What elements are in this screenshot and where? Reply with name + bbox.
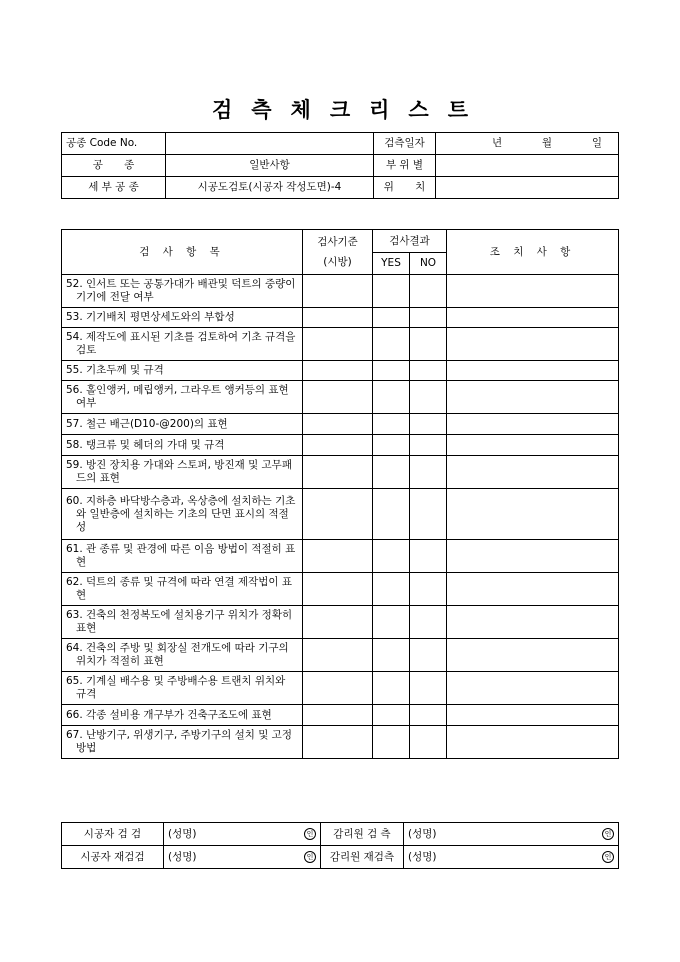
- standard-cell[interactable]: [303, 639, 373, 672]
- standard-cell[interactable]: [303, 414, 373, 435]
- no-cell[interactable]: [410, 361, 447, 381]
- standard-cell[interactable]: [303, 308, 373, 328]
- standard-cell[interactable]: [303, 275, 373, 308]
- table-row: [62, 540, 619, 573]
- name-placeholder: (성명): [168, 850, 197, 863]
- yes-cell[interactable]: [373, 705, 410, 726]
- date-year: 년: [492, 137, 503, 149]
- location-value[interactable]: [436, 155, 619, 177]
- contractor-check-signature[interactable]: [164, 823, 321, 846]
- item-text: 54. 제작도에 표시된 기초를 검토하여 기초 규격을 검토: [62, 328, 303, 361]
- no-cell[interactable]: [410, 606, 447, 639]
- stamp-icon: 인: [304, 828, 316, 840]
- standard-cell[interactable]: [303, 361, 373, 381]
- supervisor-recheck-label: 감리원 재검측: [321, 846, 404, 869]
- yes-cell[interactable]: [373, 275, 410, 308]
- table-row: [62, 489, 619, 540]
- detail-label: 세 부 공 종: [62, 177, 166, 199]
- inspect-date-label: 검측일자: [374, 133, 436, 155]
- no-cell[interactable]: [410, 726, 447, 759]
- table-row: [62, 414, 619, 435]
- action-cell[interactable]: [447, 573, 619, 606]
- action-cell[interactable]: [447, 726, 619, 759]
- no-cell[interactable]: [410, 672, 447, 705]
- no-cell[interactable]: [410, 639, 447, 672]
- no-cell[interactable]: [410, 328, 447, 361]
- supervisor-check-signature[interactable]: [404, 823, 619, 846]
- standard-cell[interactable]: [303, 672, 373, 705]
- yes-cell[interactable]: [373, 328, 410, 361]
- stamp-icon: 인: [304, 851, 316, 863]
- yes-cell[interactable]: [373, 540, 410, 573]
- action-cell[interactable]: [447, 672, 619, 705]
- info-table: [61, 132, 619, 199]
- no-cell[interactable]: [410, 435, 447, 456]
- action-cell[interactable]: [447, 639, 619, 672]
- table-row: [62, 328, 619, 361]
- yes-cell[interactable]: [373, 672, 410, 705]
- standard-cell[interactable]: [303, 456, 373, 489]
- position-value[interactable]: [436, 177, 619, 199]
- date-day: 일: [591, 137, 602, 149]
- item-text: 56. 홀인앵커, 메립앵커, 그라우트 앵커등의 표현여부: [62, 381, 303, 414]
- table-row: [62, 573, 619, 606]
- no-cell[interactable]: [410, 705, 447, 726]
- action-cell[interactable]: [447, 540, 619, 573]
- table-row: [62, 705, 619, 726]
- table-row: [62, 308, 619, 328]
- no-cell[interactable]: [410, 540, 447, 573]
- header-yes: YES: [373, 253, 410, 275]
- name-placeholder: (성명): [408, 827, 437, 840]
- no-cell[interactable]: [410, 489, 447, 540]
- item-text: 67. 난방기구, 위생기구, 주방기구의 설치 및 고정방법: [62, 726, 303, 759]
- item-text: 62. 덕트의 종류 및 규격에 따라 연결 제작법이 표현: [62, 573, 303, 606]
- table-row: [62, 381, 619, 414]
- action-cell[interactable]: [447, 435, 619, 456]
- no-cell[interactable]: [410, 308, 447, 328]
- standard-cell[interactable]: [303, 381, 373, 414]
- code-label: 공종 Code No.: [62, 133, 166, 155]
- yes-cell[interactable]: [373, 435, 410, 456]
- table-row: [62, 361, 619, 381]
- standard-cell[interactable]: [303, 540, 373, 573]
- stamp-icon: 인: [602, 851, 614, 863]
- action-cell[interactable]: [447, 275, 619, 308]
- header-standard-line1: 검사기준: [317, 236, 358, 248]
- header-action: 조 치 사 항: [447, 230, 619, 275]
- location-label: 부 위 별: [374, 155, 436, 177]
- standard-cell[interactable]: [303, 726, 373, 759]
- action-cell[interactable]: [447, 456, 619, 489]
- table-row: [62, 606, 619, 639]
- item-text: 59. 방진 장치용 가대와 스토퍼, 방진재 및 고무패드의 표현: [62, 456, 303, 489]
- no-cell[interactable]: [410, 414, 447, 435]
- item-text: 65. 기계실 배수용 및 주방배수용 트랜치 위치와 규격: [62, 672, 303, 705]
- date-month: 월: [541, 137, 553, 149]
- inspect-date-value[interactable]: [436, 133, 619, 155]
- item-text: 61. 관 종류 및 관경에 따른 이음 방법이 적절히 표현: [62, 540, 303, 573]
- yes-cell[interactable]: [373, 489, 410, 540]
- item-text: 58. 탱크류 및 헤더의 가대 및 규격: [62, 435, 303, 456]
- supervisor-check-label: 감리원 검 측: [321, 823, 404, 846]
- header-standard-line2: (시방): [323, 256, 352, 268]
- item-text: 63. 건축의 천정복도에 설치용기구 위치가 정확히 표현: [62, 606, 303, 639]
- header-result: 검사결과: [373, 230, 447, 253]
- code-value[interactable]: [166, 133, 374, 155]
- stamp-icon: 인: [602, 828, 614, 840]
- contractor-check-label: 시공자 검 검: [62, 823, 164, 846]
- item-text: 66. 각종 설비용 개구부가 건축구조도에 표현: [62, 705, 303, 726]
- action-cell[interactable]: [447, 705, 619, 726]
- table-row: [62, 726, 619, 759]
- item-text: 60. 지하층 바닥방수층과, 옥상층에 설치하는 기초와 일반층에 설치하는 기초의 단면 표시의 적절성: [62, 489, 303, 540]
- action-cell[interactable]: [447, 414, 619, 435]
- table-row: [62, 456, 619, 489]
- action-cell[interactable]: [447, 328, 619, 361]
- item-text: 53. 기기배치 평면상세도와의 부합성: [62, 308, 303, 328]
- yes-cell[interactable]: [373, 726, 410, 759]
- yes-cell[interactable]: [373, 381, 410, 414]
- action-cell[interactable]: [447, 381, 619, 414]
- no-cell[interactable]: [410, 456, 447, 489]
- yes-cell[interactable]: [373, 414, 410, 435]
- header-item: 검 사 항 목: [62, 230, 303, 275]
- no-cell[interactable]: [410, 573, 447, 606]
- action-cell[interactable]: [447, 308, 619, 328]
- yes-cell[interactable]: [373, 606, 410, 639]
- table-row: [62, 672, 619, 705]
- name-placeholder: (성명): [408, 850, 437, 863]
- contractor-recheck-signature[interactable]: [164, 846, 321, 869]
- item-text: 57. 철근 배근(D10-@200)의 표현: [62, 414, 303, 435]
- work-type-value[interactable]: 일반사항: [166, 155, 374, 177]
- standard-cell[interactable]: [303, 328, 373, 361]
- action-cell[interactable]: [447, 489, 619, 540]
- action-cell[interactable]: [447, 606, 619, 639]
- work-type-label: 공 종: [62, 155, 166, 177]
- yes-cell[interactable]: [373, 361, 410, 381]
- standard-cell[interactable]: [303, 489, 373, 540]
- contractor-recheck-label: 시공자 재검검: [62, 846, 164, 869]
- yes-cell[interactable]: [373, 573, 410, 606]
- page-title: 검측체크리스트: [211, 97, 487, 122]
- detail-value[interactable]: 시공도검토(시공자 작성도면)-4: [166, 177, 374, 199]
- position-label: 위 치: [374, 177, 436, 199]
- yes-cell[interactable]: [373, 456, 410, 489]
- table-row: [62, 639, 619, 672]
- action-cell[interactable]: [447, 361, 619, 381]
- no-cell[interactable]: [410, 381, 447, 414]
- checklist-table: [61, 229, 619, 759]
- standard-cell[interactable]: [303, 705, 373, 726]
- table-row: [62, 275, 619, 308]
- header-standard: [303, 230, 373, 275]
- signoff-table: [61, 822, 619, 869]
- item-text: 55. 기초두께 및 규격: [62, 361, 303, 381]
- yes-cell[interactable]: [373, 639, 410, 672]
- name-placeholder: (성명): [168, 827, 197, 840]
- table-row: [62, 435, 619, 456]
- yes-cell[interactable]: [373, 308, 410, 328]
- supervisor-recheck-signature[interactable]: [404, 846, 619, 869]
- item-text: 52. 인서트 또는 공통가대가 배관및 덕트의 중량이 기기에 전달 여부: [62, 275, 303, 308]
- no-cell[interactable]: [410, 275, 447, 308]
- standard-cell[interactable]: [303, 606, 373, 639]
- standard-cell[interactable]: [303, 435, 373, 456]
- header-no: NO: [410, 253, 447, 275]
- standard-cell[interactable]: [303, 573, 373, 606]
- item-text: 64. 건축의 주방 및 회장실 전개도에 따라 기구의 위치가 적절히 표현: [62, 639, 303, 672]
